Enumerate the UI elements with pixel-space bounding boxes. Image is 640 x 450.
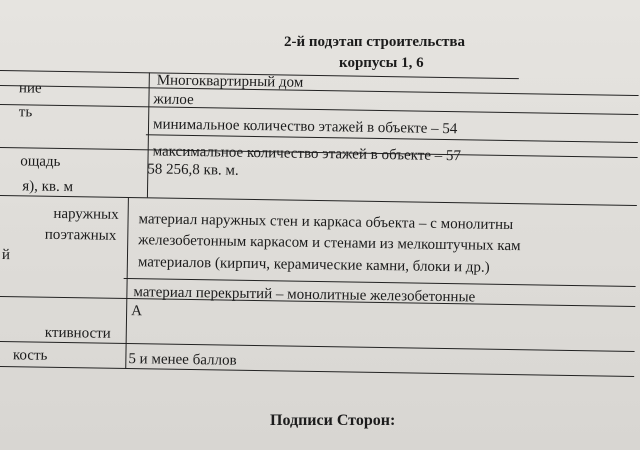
label-area-1: ощадь	[20, 153, 61, 170]
label-purpose: ние	[18, 80, 42, 97]
value-floors-material: материал перекрытий – монолитные железобетонные	[133, 284, 476, 306]
table-rule	[0, 366, 634, 377]
table-rule	[0, 85, 639, 96]
label-energy: ктивности	[44, 324, 111, 342]
heading-buildings: корпусы 1, 6	[339, 55, 424, 71]
label-walls-1: наружных	[53, 205, 119, 223]
label-seismic: кость	[12, 347, 48, 364]
value-energy-class: А	[131, 303, 143, 320]
label-walls-2: поэтажных	[44, 226, 117, 244]
value-walls-3: материалов (кирпич, керамические камни, блоки и др.)	[137, 254, 490, 276]
value-seismic: 5 и менее баллов	[128, 351, 237, 369]
value-walls-2: железобетонным каркасом и стенами из мелкоштучных кам	[138, 232, 521, 255]
signatures-heading: Подписи Сторон:	[270, 412, 396, 429]
value-min-floors: минимальное количество этажей в объекте – 54	[152, 116, 458, 138]
label-area-2: я), кв. м	[22, 178, 74, 196]
value-purpose: жилое	[153, 91, 194, 109]
value-building-type: Многоквартирный дом	[156, 72, 304, 91]
value-max-floors: максимальное количество этажей в объекте – 57	[152, 143, 462, 165]
table-rule	[0, 104, 638, 115]
value-area: 58 256,8 кв. м.	[147, 161, 239, 179]
label-walls-3: й	[1, 247, 11, 264]
label-storeys: ть	[18, 104, 33, 121]
value-walls-1: материал наружных стен и каркаса объекта – с монолитны	[138, 211, 514, 234]
heading-stage: 2-й подэтап строительства	[284, 34, 465, 50]
